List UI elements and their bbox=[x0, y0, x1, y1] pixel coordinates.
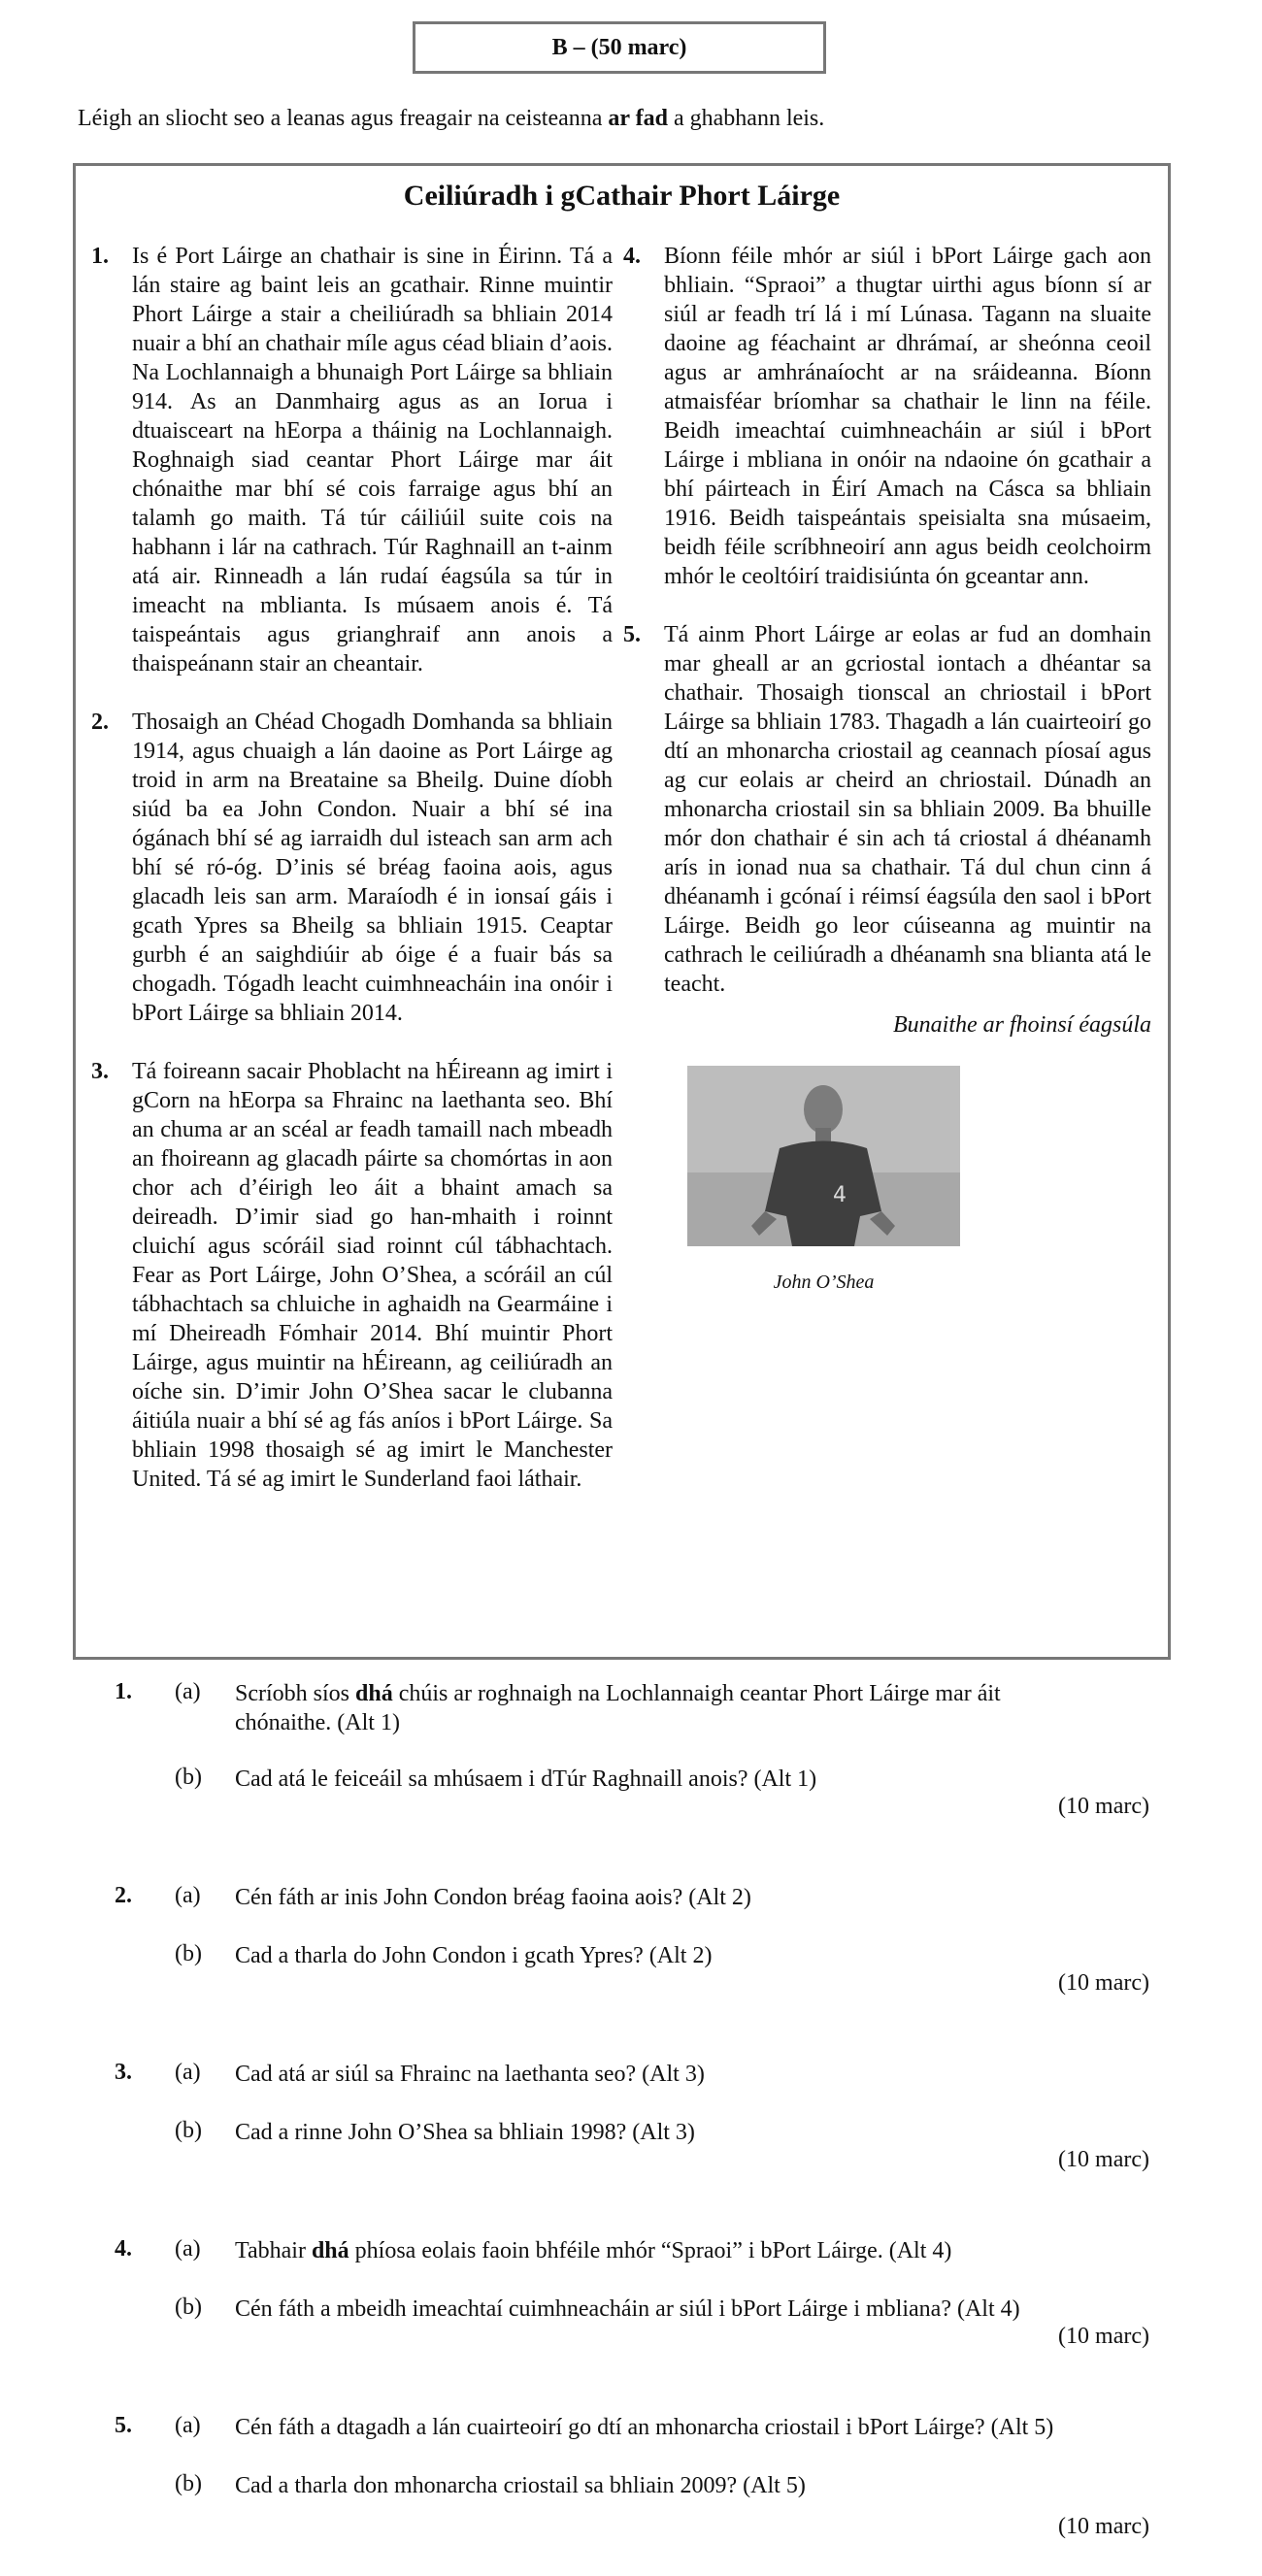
paragraph-number: 5. bbox=[623, 622, 641, 647]
question-part-letter: (a) bbox=[175, 1679, 201, 1704]
passage-box bbox=[73, 163, 1171, 1660]
instruction-after: a ghabhann leis. bbox=[667, 106, 825, 131]
passage-title: Ceiliúradh i gCathair Phort Láirge bbox=[403, 180, 841, 212]
question-part-text: Cad a tharla do John Condon i gcath Ypres? (Alt 2) bbox=[235, 1943, 713, 1968]
question-part-text: Cén fáth a mbeidh imeachtaí cuimhneacháin ar siúl i bPort Láirge i mbliana? (Alt 4) bbox=[235, 2296, 1020, 2322]
paragraph-text: Tá foireann sacair Phoblacht na hÉireann ag imirt i gCorn na hEorpa sa Fhrainc na laethanta seo. Bhí an chuma ar an scéal ar feadh tamaill nach mbeadh an fhoireann ag glacadh páirte sa chomórtas in aon chor ach d’éirigh leo áit a bhaint amach sa deireadh. D’imir siad go han-mhaith i roinnt cluichí agus scóráil siad roinnt cúl tábhachtach. Fear as Port Láirge, John O’Shea, a scóráil an cúl tábhachtach sa chluiche in aghaidh na Gearmáine i mí Dheireadh Fómhair 2014. Bhí muintir Phort Láirge, agus muintir na hÉireann, ag ceiliúradh an oíche sin. D’imir John O’Shea sacar le clubanna áitiúla nuair a bhí sé ag fás aníos i bPort Láirge. Sa bhliain 1998 thosaigh sé ag imirt le Manchester United. Tá sé ag imirt le Sunderland faoi láthair. bbox=[132, 1059, 613, 1492]
paragraph-text: Bíonn féile mhór ar siúl i bPort Láirge gach aon bhliain. “Spraoi” a thugtar uirthi agus bíonn sí ar siúl ar feadh trí lá i mí Lúnasa. Tagann na sluaite daoine ag féachaint ar dhrámaí, ar sheónna ceoil agus ar amhránaíocht ar na sráideanna. Bíonn atmaisféar bríomhar sa chathair le linn na féile. Beidh imeachtaí cuimhneacháin ar siúl i bPort Láirge i mbliana in onóir na ndaoine ón gcathair a bhí páirteach in Éirí Amach na Cásca sa bhliain 1916. Beidh taispeántais speisialta sna músaeim, beidh féile scríbhneoirí ann agus beidh ceolchoirm mhór le ceoltóirí traidisiúnta ón gceantar ann. bbox=[664, 244, 1151, 589]
question-part-letter: (a) bbox=[175, 2236, 201, 2262]
instruction-before: Léigh an sliocht seo a leanas agus freagair na ceisteanna bbox=[78, 106, 609, 131]
question-part-text: Cén fáth a dtagadh a lán cuairteoirí go dtí an mhonarcha criostail i bPort Láirge? (Alt 5) bbox=[235, 2415, 1054, 2440]
question-text-bold: dhá bbox=[311, 2238, 349, 2263]
passage-column-left bbox=[83, 242, 613, 1523]
passage-column-right bbox=[615, 242, 1151, 1040]
question-text-after: phíosa eolais faoin bhféile mhór “Spraoi” i bPort Láirge. (Alt 4) bbox=[349, 2238, 952, 2263]
question-marks: (10 marc) bbox=[1058, 1970, 1149, 1996]
paragraph-4 bbox=[615, 242, 1151, 591]
question-marks: (10 marc) bbox=[1058, 2147, 1149, 2172]
paragraph-text: Thosaigh an Chéad Chogadh Domhanda sa bhliain 1914, agus chuaigh a lán daoine as Port Láirge ag troid in arm na Breataine sa Bheilg. Duine díobh siúd ba ea John Condon. Nuair a bhí sé ina ógánach bhí sé ag iarraidh dul isteach san arm ach bhí sé ró-óg. D’inis sé bréag faoina aois, agus glacadh leis san arm. Maraíodh é in ionsaí gáis i gcath Ypres sa Bheilg sa bhliain 1915. Ceaptar gurbh é an saighdiúir ab óige é a fuair bás sa chogadh. Tógadh leacht cuimhneacháin ina onóir i bPort Láirge sa bhliain 2014. bbox=[132, 710, 613, 1026]
paragraph-number: 1. bbox=[91, 244, 109, 269]
paragraph-text: Is é Port Láirge an chathair is sine in Éirinn. Tá a lán staire ag baint leis an gcathair. Rinne muintir Phort Láirge a stair a cheiliúradh sa bhliain 2014 nuair a bhí an chathair míle agus céad bliain d’aois. Na Lochlannaigh a bhunaigh Port Láirge sa bhliain 914. As an Danmhairg agus as an Iorua i dtuaisceart na hEorpa a tháinig na Lochlannaigh. Roghnaigh siad ceantar Phort Láirge mar áit chónaithe mar bhí sé cois farraige agus bhí an talamh go maith. Tá túr cáiliúil suite cois na habhann i lár na cathrach. Túr Raghnaill an t-ainm atá air. Rinneadh a lán rudaí éagsúla sa túr in imeacht na mblianta. Is músaem anois é. Tá taispeántais agus grianghraif ann anois a thaispeánann stair an cheantair. bbox=[132, 244, 613, 677]
instruction-bold: ar fad bbox=[608, 106, 668, 131]
question-part-letter: (a) bbox=[175, 2413, 201, 2438]
paragraph-5 bbox=[615, 620, 1151, 999]
svg-text:4: 4 bbox=[833, 1183, 847, 1207]
question-part-text: Cad atá ar siúl sa Fhrainc na laethanta seo? (Alt 3) bbox=[235, 2062, 705, 2087]
photo-caption: John O’Shea bbox=[773, 1271, 875, 1293]
question-part-letter: (a) bbox=[175, 1883, 201, 1908]
source-attribution: Bunaithe ar fhoinsí éagsúla bbox=[893, 1012, 1151, 1038]
question-part-letter: (b) bbox=[175, 1765, 202, 1790]
question-part-letter: (b) bbox=[175, 2118, 202, 2143]
question-marks: (10 marc) bbox=[1058, 1794, 1149, 1819]
paragraph-2 bbox=[83, 708, 613, 1028]
instruction bbox=[78, 106, 824, 132]
question-part-text bbox=[235, 1679, 1012, 1737]
question-number: 2. bbox=[115, 1883, 132, 1908]
question-part-letter: (b) bbox=[175, 1941, 202, 1966]
paragraph-number: 3. bbox=[91, 1059, 109, 1084]
question-marks: (10 marc) bbox=[1058, 2514, 1149, 2539]
question-part-letter: (a) bbox=[175, 2060, 201, 2085]
question-part-text: Cad a tharla don mhonarcha criostail sa bhliain 2009? (Alt 5) bbox=[235, 2473, 806, 2498]
paragraph-3 bbox=[83, 1057, 613, 1494]
question-part-text: Cad a rinne John O’Shea sa bhliain 1998? (Alt 3) bbox=[235, 2120, 695, 2145]
question-text-before: Scríobh síos bbox=[235, 1681, 356, 1706]
paragraph-1 bbox=[83, 242, 613, 678]
paragraph-text: Tá ainm Phort Láirge ar eolas ar fud an domhain mar gheall ar an gcriostal iontach a dhéantar sa chathair. Thosaigh tionscal an chriostail i bPort Láirge sa bhliain 1783. Thagadh a lán cuairteoirí go dtí an mhonarcha criostail ag ceannach píosaí agus ag cur eolais ar cheird an chriostail. Dúnadh an mhonarcha criostail sin sa bhliain 2009. Ba bhuille mór don chathair é sin ach tá criostal á dhéanamh arís in ionad nua sa chathair. Tá dul chun cinn á dhéanamh i gcónaí i réimsí éagsúla den saol i bPort Láirge. Beidh go leor cúiseanna ag muintir na cathrach le ceiliúradh a dhéanamh sna blianta atá le teacht. bbox=[664, 622, 1151, 997]
paragraph-number: 4. bbox=[623, 244, 641, 269]
paragraph-number: 2. bbox=[91, 710, 109, 735]
question-number: 5. bbox=[115, 2413, 132, 2438]
question-number: 1. bbox=[115, 1679, 132, 1704]
question-text-after: chúis ar roghnaigh na Lochlannaigh ceantar Phort Láirge mar áit chónaithe. (Alt 1) bbox=[235, 1681, 1001, 1735]
question-part-letter: (b) bbox=[175, 2295, 202, 2320]
question-number: 3. bbox=[115, 2060, 132, 2085]
john-oshea-photo bbox=[687, 1066, 960, 1246]
question-part-letter: (b) bbox=[175, 2471, 202, 2496]
question-part-text: Cad atá le feiceáil sa mhúsaem i dTúr Raghnaill anois? (Alt 1) bbox=[235, 1767, 817, 1792]
question-part-text bbox=[235, 2236, 1109, 2265]
question-part-text: Cén fáth ar inis John Condon bréag faoina aois? (Alt 2) bbox=[235, 1885, 751, 1910]
question-text-before: Tabhair bbox=[235, 2238, 312, 2263]
question-text-bold: dhá bbox=[355, 1681, 393, 1706]
section-header: B – (50 marc) bbox=[413, 21, 826, 74]
footballer-image bbox=[687, 1066, 960, 1246]
question-number: 4. bbox=[115, 2236, 132, 2262]
question-marks: (10 marc) bbox=[1058, 2324, 1149, 2349]
